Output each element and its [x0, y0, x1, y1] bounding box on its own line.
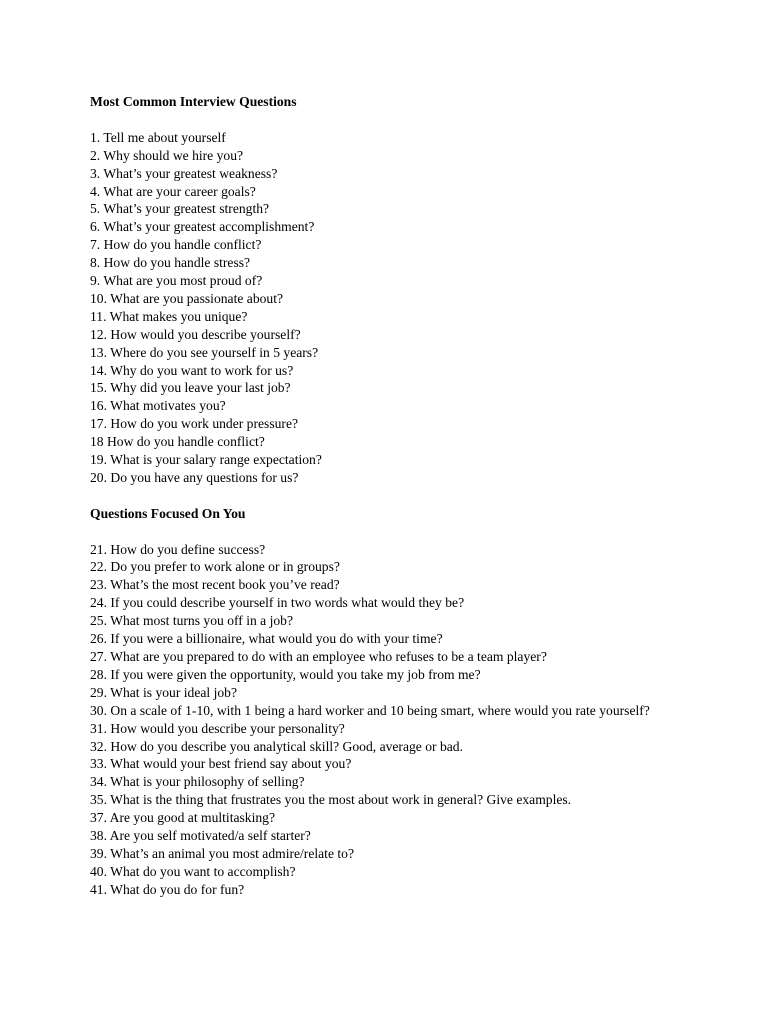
question-item: 7. How do you handle conflict?	[90, 237, 262, 253]
question-item: 15. Why did you leave your last job?	[90, 380, 291, 396]
question-item: 4. What are your career goals?	[90, 183, 256, 199]
question-item: 14. Why do you want to work for us?	[90, 362, 294, 378]
section-heading-common-questions: Most Common Interview Questions	[90, 94, 297, 109]
question-item: 2. Why should we hire you?	[90, 147, 244, 163]
question-item: 6. What’s your greatest accomplishment?	[90, 219, 315, 235]
question-item: 31. How would you describe your personality?	[90, 720, 345, 736]
question-item: 27. What are you prepared to do with an employee who refuses to be a team player?	[90, 649, 547, 665]
common-questions-list	[90, 129, 730, 487]
question-item: 24. If you could describe yourself in two words what would they be?	[90, 595, 465, 611]
question-item: 32. How do you describe you analytical skill? Good, average or bad.	[90, 738, 463, 754]
question-item: 41. What do you do for fun?	[90, 881, 245, 897]
question-item: 13. Where do you see yourself in 5 years?	[90, 344, 319, 360]
question-item: 17. How do you work under pressure?	[90, 416, 299, 432]
section-heading-focused-on-you: Questions Focused On You	[90, 505, 246, 521]
focused-questions-list	[90, 541, 730, 899]
question-item: 29. What is your ideal job?	[90, 684, 237, 700]
question-item: 25. What most turns you off in a job?	[90, 613, 294, 629]
question-item: 11. What makes you unique?	[90, 308, 248, 324]
question-item: 33. What would your best friend say about you?	[90, 756, 352, 772]
question-item: 35. What is the thing that frustrates you the most about work in general? Give examples.	[90, 792, 572, 808]
question-item: 12. How would you describe yourself?	[90, 326, 301, 342]
document-page	[90, 93, 730, 899]
question-item: 1. Tell me about yourself	[90, 129, 226, 145]
question-item: 26. If you were a billionaire, what would you do with your time?	[90, 631, 443, 647]
question-item: 39. What’s an animal you most admire/relate to?	[90, 845, 354, 861]
question-item: 22. Do you prefer to work alone or in groups?	[90, 559, 340, 575]
question-item: 28. If you were given the opportunity, would you take my job from me?	[90, 666, 481, 682]
question-item: 37. Are you good at multitasking?	[90, 810, 276, 826]
question-item: 19. What is your salary range expectation?	[90, 452, 322, 468]
question-item: 5. What’s your greatest strength?	[90, 201, 270, 217]
question-item: 18 How do you handle conflict?	[90, 434, 265, 450]
question-item: 38. Are you self motivated/a self starter?	[90, 828, 311, 844]
question-item: 30. On a scale of 1-10, with 1 being a hard worker and 10 being smart, where would you rate yourself?	[90, 702, 650, 718]
question-item: 23. What’s the most recent book you’ve read?	[90, 577, 340, 593]
question-item: 21. How do you define success?	[90, 541, 266, 557]
question-item: 10. What are you passionate about?	[90, 290, 284, 306]
question-item: 9. What are you most proud of?	[90, 273, 263, 289]
question-item: 8. How do you handle stress?	[90, 255, 251, 271]
question-item: 40. What do you want to accomplish?	[90, 863, 296, 879]
question-item: 34. What is your philosophy of selling?	[90, 774, 305, 790]
question-item: 16. What motivates you?	[90, 398, 226, 414]
question-item: 3. What’s your greatest weakness?	[90, 165, 278, 181]
question-item: 20. Do you have any questions for us?	[90, 470, 299, 485]
